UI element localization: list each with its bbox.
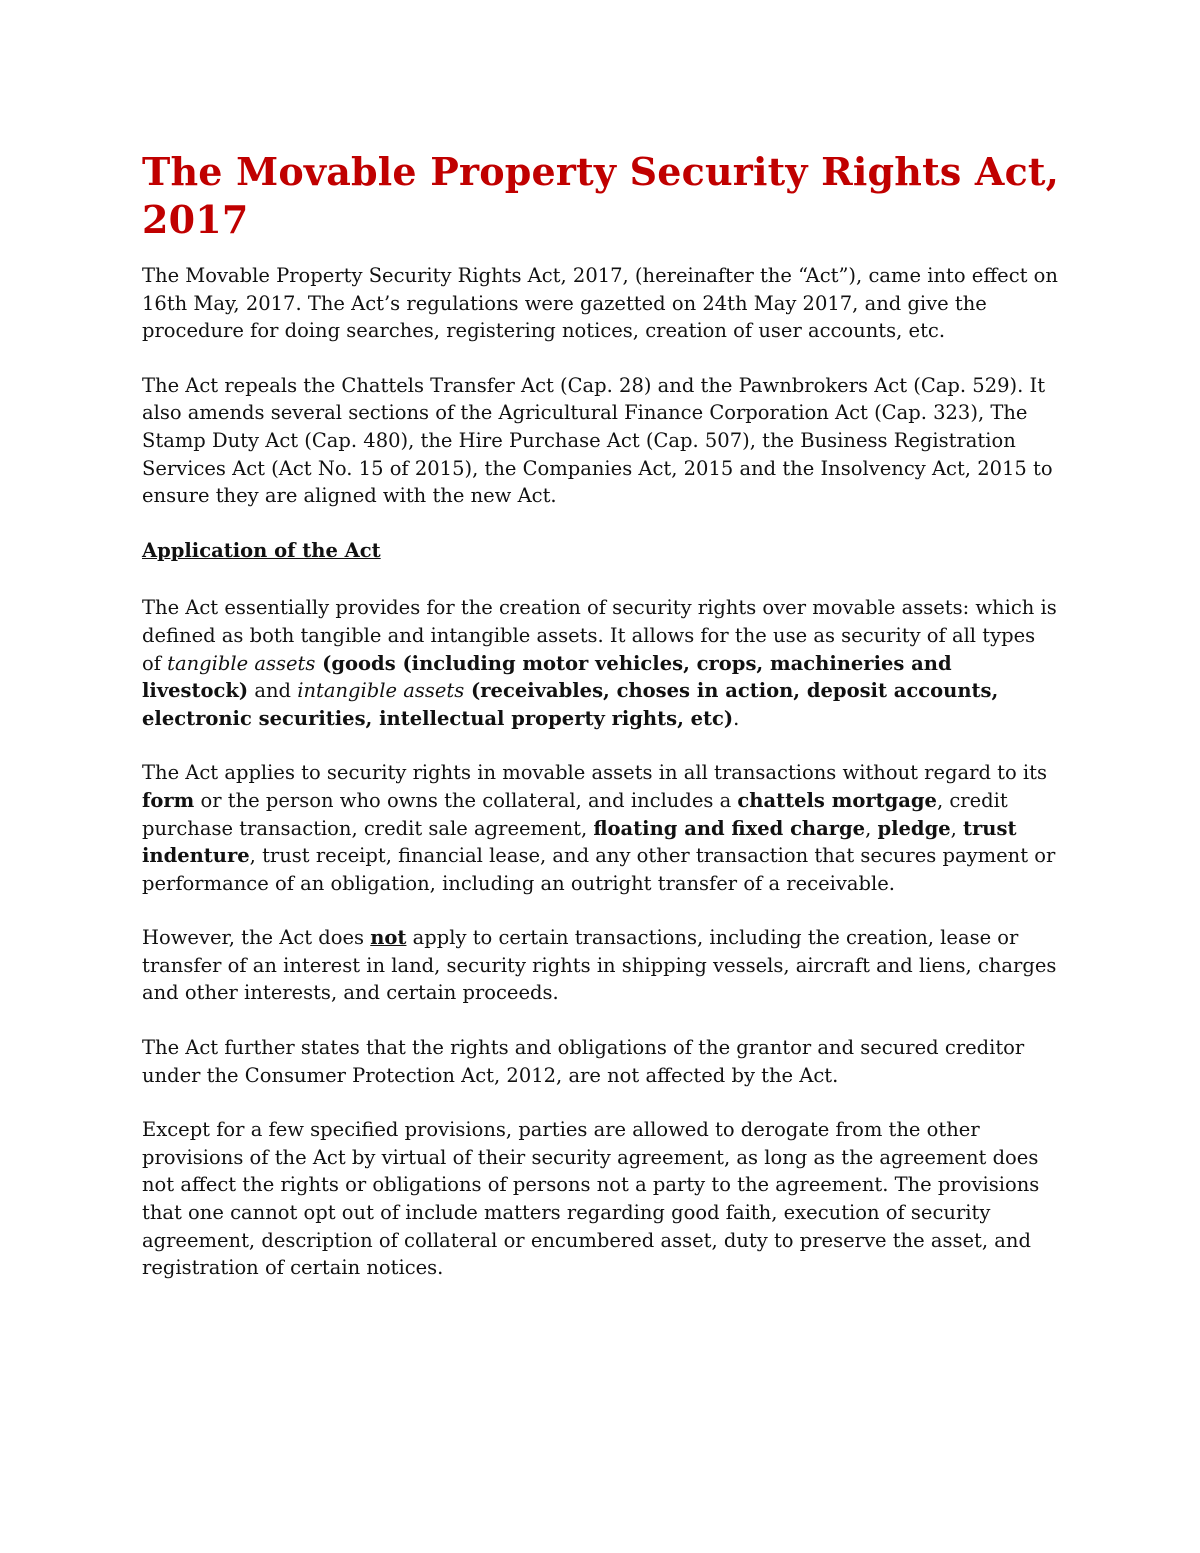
exclusions-paragraph: [142, 924, 1060, 1007]
applies-text-4: ,: [865, 816, 878, 840]
form-term: form: [142, 788, 195, 812]
trust-indenture-term: trust indenture: [142, 816, 1017, 868]
consumer-protection-paragraph: The Act further states that the rights and obligations of the grantor and secured creditor under the Consumer Protection Act, 2012, are not affected by the Act.: [142, 1036, 1025, 1087]
floating-fixed-charge-term: floating and fixed charge: [593, 816, 866, 840]
scope-text-2: and: [248, 679, 298, 703]
scope-text-3: .: [733, 706, 740, 730]
intangible-assets-term: intangible assets: [297, 679, 465, 703]
exclusions-text-1: However, the Act does: [142, 926, 371, 950]
derogation-paragraph: Except for a few specified provisions, parties are allowed to derogate from the other provisions of the Act by virtual of their security agreement, as long as the agreement does not affect the rights or obligations of persons not a party to the agreement. The provisions that one cannot opt out of include matters regarding good faith, execution of security agreement, description of collateral or encumbered asset, duty to preserve the asset, and registration of certain notices.: [142, 1118, 1040, 1280]
pledge-term: pledge: [877, 816, 951, 840]
tangible-assets-detail: (goods (including motor vehicles, crops, machineries and livestock): [142, 651, 952, 703]
applies-text-3: , credit purchase transaction, credit sale agreement,: [142, 788, 1008, 840]
intangible-assets-detail: (receivables, choses in action, deposit accounts, electronic securities, intellectual property rights, etc): [142, 679, 999, 730]
intro-paragraph: The Movable Property Security Rights Act, 2017, (hereinafter the “Act”), came into effect on 16th May, 2017. The Act’s regulations were gazetted on 24th May 2017, and give the procedure for doing searches, registering notices, creation of user accounts, etc.: [142, 264, 1058, 343]
applies-text-6: , trust receipt, financial lease, and any other transaction that secures payment or performance of an obligation, including an outright transfer of a receivable.: [142, 844, 1056, 895]
section-heading: Application of the Act: [142, 538, 381, 562]
chattels-mortgage-term: chattels mortgage: [737, 788, 937, 812]
tangible-assets-term: tangible assets: [167, 651, 316, 675]
not-emphasis: not: [370, 926, 407, 950]
applies-paragraph: [142, 759, 1060, 897]
exclusions-text-2: apply to certain transactions, including the creation, lease or transfer of an interest in land, security rights in shipping vessels, aircraft and liens, charges and other interests, and certain proceeds.: [142, 926, 1057, 1005]
applies-text-5: ,: [950, 816, 964, 840]
applies-text-1: The Act applies to security rights in movable assets in all transactions without regard to its: [142, 761, 1047, 785]
applies-text-2: or the person who owns the collateral, and includes a: [194, 788, 738, 812]
document-title: The Movable Property Security Rights Act, 2017: [142, 149, 1060, 242]
scope-text-1: The Act essentially provides for the creation of security rights over movable assets: which is defined as both tangible and intangible assets. It allows for the use as security of all types of: [142, 596, 1057, 675]
scope-paragraph: [142, 594, 1060, 732]
repeals-paragraph: The Act repeals the Chattels Transfer Act (Cap. 28) and the Pawnbrokers Act (Cap. 529). It also amends several sections of the Agricultural Finance Corporation Act (Cap. 323), The Stamp Duty Act (Cap. 480), the Hire Purchase Act (Cap. 507), the Business Registration Services Act (Act No. 15 of 2015), the Companies Act, 2015 and the Insolvency Act, 2015 to ensure they are aligned with the new Act.: [142, 373, 1053, 508]
